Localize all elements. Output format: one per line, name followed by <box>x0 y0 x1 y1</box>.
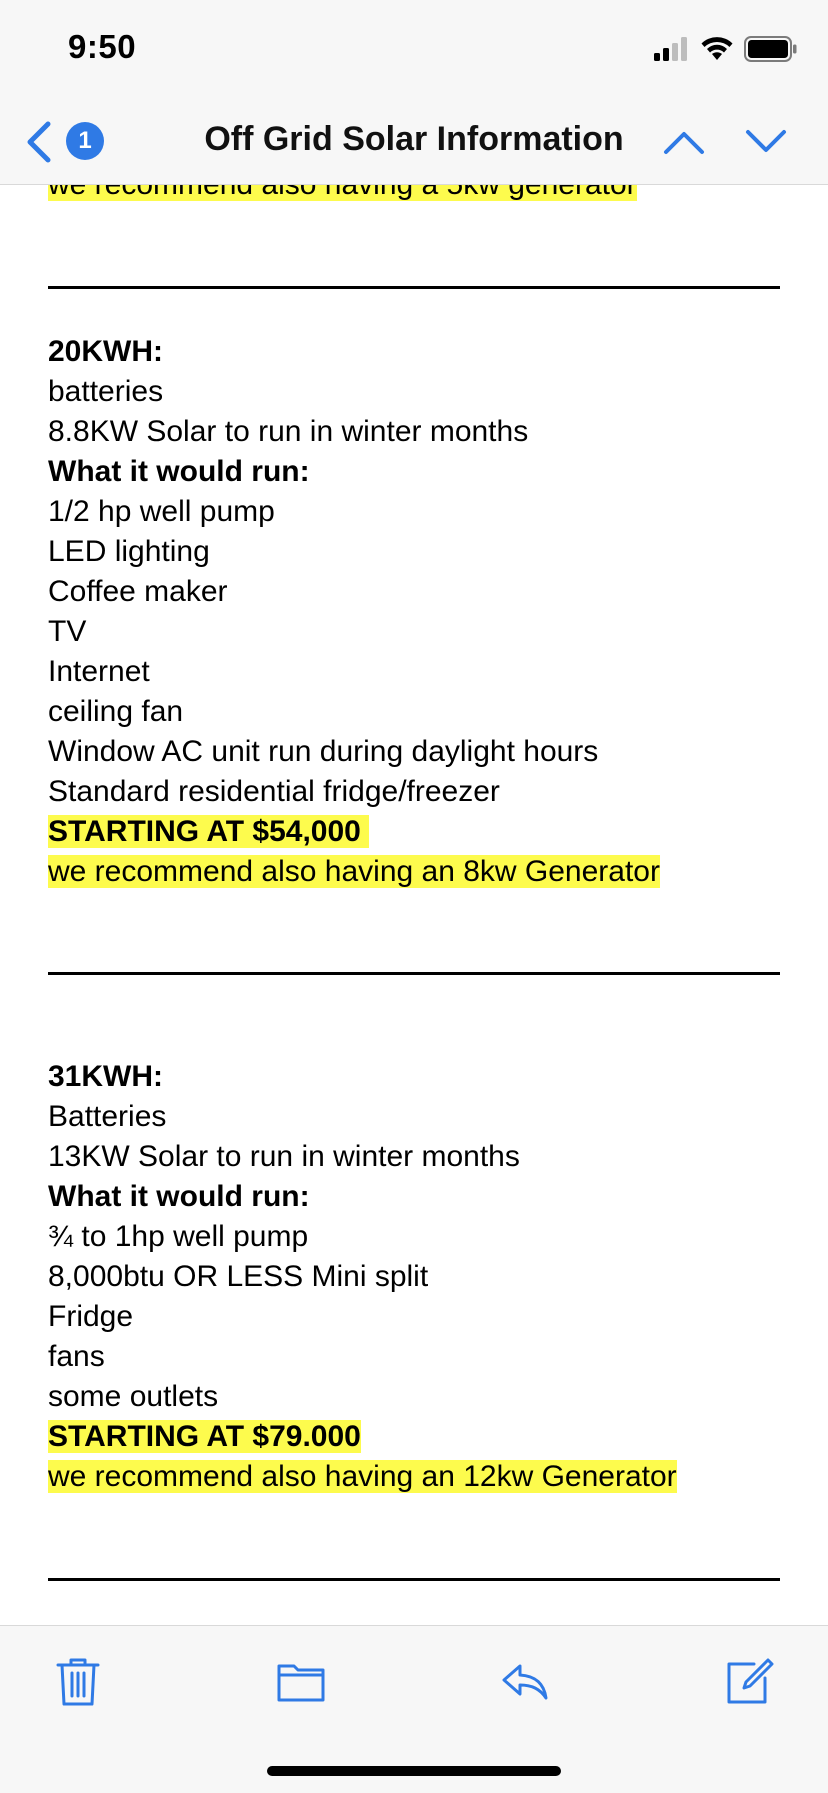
run-item: TV <box>48 615 87 648</box>
run-item: Internet <box>48 655 150 688</box>
compose-button[interactable] <box>724 1656 774 1708</box>
status-bar <box>0 0 828 100</box>
home-indicator[interactable] <box>267 1766 561 1776</box>
run-item: Standard residential fridge/freezer <box>48 775 500 808</box>
run-item: ¾ to 1hp well pump <box>48 1220 309 1253</box>
run-item: Coffee maker <box>48 575 228 608</box>
section-divider <box>48 286 780 289</box>
cellular-signal-icon <box>654 37 690 61</box>
spec-line: 13KW Solar to run in winter months <box>48 1140 520 1173</box>
chevron-down-icon <box>744 122 788 162</box>
battery-icon <box>744 36 798 62</box>
next-message-button[interactable] <box>744 122 788 162</box>
generator-recommendation: we recommend also having an 8kw Generator <box>48 855 660 888</box>
run-item: ceiling fan <box>48 695 184 728</box>
chevron-up-icon <box>662 122 706 162</box>
run-item: fans <box>48 1340 105 1373</box>
email-subject-title: Off Grid Solar Information <box>204 120 624 158</box>
reply-button[interactable] <box>500 1656 550 1708</box>
section-heading-20kwh: 20KWH: <box>48 335 164 368</box>
wifi-icon <box>700 36 734 62</box>
unread-count-badge: 1 <box>66 122 104 160</box>
compose-icon <box>724 1656 774 1708</box>
status-icons <box>654 36 798 62</box>
spec-line: batteries <box>48 375 164 408</box>
price-line: STARTING AT $79.000 <box>48 1420 361 1453</box>
section-divider <box>48 972 780 975</box>
run-item: LED lighting <box>48 535 210 568</box>
generator-recommendation: we recommend also having an 12kw Generator <box>48 1460 677 1493</box>
run-heading: What it would run: <box>48 1180 310 1213</box>
status-time: 9:50 <box>68 28 137 65</box>
run-item: some outlets <box>48 1380 219 1413</box>
run-item: Fridge <box>48 1300 134 1333</box>
mail-nav-bar <box>0 100 828 185</box>
run-item: Window AC unit run during daylight hours <box>48 735 599 768</box>
run-heading: What it would run: <box>48 455 310 488</box>
section-heading-31kwh: 31KWH: <box>48 1060 164 1093</box>
spec-line: Batteries <box>48 1100 167 1133</box>
trash-button[interactable] <box>53 1656 103 1708</box>
price-line: STARTING AT $54,000 <box>48 812 369 852</box>
previous-message-button[interactable] <box>662 122 706 162</box>
spec-line: 8.8KW Solar to run in winter months <box>48 415 529 448</box>
run-item: 8,000btu OR LESS Mini split <box>48 1260 429 1293</box>
folder-icon <box>276 1656 326 1708</box>
section-divider <box>48 1578 780 1581</box>
move-to-folder-button[interactable] <box>276 1656 326 1708</box>
reply-icon <box>500 1656 550 1708</box>
run-item: 1/2 hp well pump <box>48 495 275 528</box>
trash-icon <box>53 1656 103 1708</box>
